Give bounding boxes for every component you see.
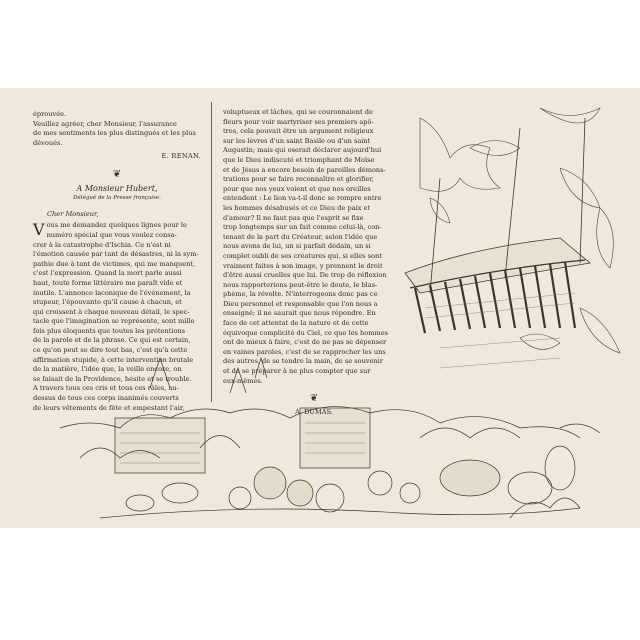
- text-line: numéro spécial que vous voulez consa-: [46, 230, 177, 239]
- text-line: éprouvée.: [33, 110, 67, 118]
- text-line: ous me demandez quelques lignes pour le: [46, 221, 187, 230]
- text-line: affirmation stupide, à cette intervention brutale: [33, 355, 194, 364]
- text-line: trations pour se faire reconnaître et glorifier,: [223, 175, 374, 184]
- text-line: Veuillez agréer, cher Monsieur, l'assurance: [33, 119, 177, 128]
- text-line: dévoués.: [33, 138, 63, 147]
- text-line: de la parole et de la phrase. Ce qui est certain,: [33, 336, 191, 345]
- text-line: d'être aussi cruelles que lui. De trop de réflexion: [223, 271, 387, 280]
- text-line: tres, cela pouvait être un argument religieux: [223, 127, 374, 136]
- text-line: inutile. L'annonce laconique de l'événement, la: [33, 288, 191, 297]
- text-line: ce qu'on peut se dire tout bas, c'est qu'à cette: [33, 346, 188, 355]
- letter-body: [33, 221, 201, 413]
- letter-subheading: Délégué de la Presse française.: [73, 195, 161, 202]
- letter-heading: A Monsieur Hubert,: [76, 183, 158, 193]
- column-middle: [223, 108, 405, 417]
- text-line: équivoque complicité du Ciel, ce que les hommes: [223, 328, 389, 337]
- text-line: des autres, de se tendre la main, de se souvenir: [223, 357, 384, 366]
- text-line: complet oubli de ses créatures qui, si elles sont: [223, 251, 382, 260]
- text-line: enseigné; il ne saurait que nous répondre. En: [223, 309, 376, 318]
- text-line: tacle que l'imagination se représente, sont mille: [33, 317, 195, 326]
- fleuron-ornament-icon: ❦: [309, 393, 319, 405]
- text-line: l'émotion causée par tant de désastres, ni la sym-: [33, 250, 199, 259]
- text-line: entendent : Le lion va-t-il donc se rompre entre: [223, 194, 382, 203]
- text-line: trop longtemps sur un fait comme celui-là, con-: [223, 223, 382, 232]
- text-line: vraiment faites à son image, y prennent le droit: [223, 261, 383, 270]
- text-line: stupeur, l'épouvante qu'il cause à chacun, et: [33, 298, 182, 307]
- text-line: Augustin; mais qui oserait déclarer aujourd'hui: [223, 146, 382, 155]
- salutation: Cher Monsieur,: [47, 209, 99, 218]
- text-line: crer à la catastrophe d'Ischia. Ce n'est ni: [33, 240, 171, 249]
- text-line: Dieu personnel et responsable que l'on nous a: [223, 299, 378, 308]
- text-line: que le Dieu indiscuté et triomphant de Moïse: [223, 155, 375, 164]
- text-line: tenant de la part du Créateur, selon l'idée que: [223, 232, 378, 241]
- text-line: en vaines paroles, c'est de se rapprocher les uns: [223, 347, 386, 356]
- text-line: c'est l'expression. Quand la mort parle aussi: [33, 269, 182, 278]
- text-line: se faisait de la Providence, hésite et se trouble.: [33, 374, 192, 383]
- text-line: et de se préparer à ne plus compter que sur: [223, 367, 371, 376]
- text-line: d'amour? Il ne faut pas que l'esprit se fixe: [223, 213, 364, 222]
- text-line: A travers tous ces cris et tous ces râles, au-: [33, 384, 179, 393]
- text-line: de la matière, l'idée que, la veille encore, on: [33, 365, 182, 374]
- text-line: haut, toute forme littéraire me paraît vide et: [33, 278, 183, 287]
- text-line: sur les lèvres d'un saint Basile ou d'un saint: [223, 136, 371, 145]
- column-left: [33, 110, 201, 413]
- text-line: dessus de tous ces corps inanimés couverts: [33, 394, 179, 403]
- text-line: voluptueux et lâches, qui se couronnaient de: [223, 108, 373, 116]
- text-line: nous rapporterions peut-être le doute, le blas-: [223, 280, 378, 289]
- foliage-top: [420, 108, 620, 353]
- text-line: fleurs pour voir martyriser ses premiers apô-: [223, 117, 374, 126]
- text-line: et de Jésus a encore besoin de pareilles démons-: [223, 165, 386, 174]
- fleuron-ornament-icon: ❦: [112, 168, 122, 180]
- text-line: ont de mieux à faire, c'est de ne pas se dépenser: [223, 338, 387, 347]
- text-line: de mes sentiments les plus distingués et les plus: [33, 129, 196, 138]
- text-line: pathie due à tant de victimes, qui me manquent,: [33, 259, 196, 268]
- newspaper-page: [0, 88, 640, 528]
- text-line: phème, la révolte. N'interrogeons donc pas ce: [223, 290, 378, 299]
- text-line: qui croissent à chaque nouveau détail, le spec-: [33, 307, 190, 316]
- drop-cap: V: [33, 220, 45, 240]
- text-line: face de cet attentat de la nature et de cette: [223, 319, 369, 328]
- text-line: fois plus éloquents que toutes les prétentions: [33, 326, 186, 335]
- text-line: nous avons de lui, un si parfait dédain, un si: [223, 242, 371, 251]
- column-divider: [211, 102, 212, 402]
- text-line: de leurs vêtements de fête et empestant l'air,: [33, 403, 185, 412]
- text-line: eux-mêmes.: [223, 376, 263, 385]
- signature-renan: E. RENAN.: [161, 152, 201, 161]
- text-line: les hommes désabusés et ce Dieu de paix et: [223, 203, 371, 212]
- text-line: pour que nos yeux voient et que nos oreilles: [223, 184, 371, 193]
- signature-dumas: A. DUMAS.: [295, 407, 333, 416]
